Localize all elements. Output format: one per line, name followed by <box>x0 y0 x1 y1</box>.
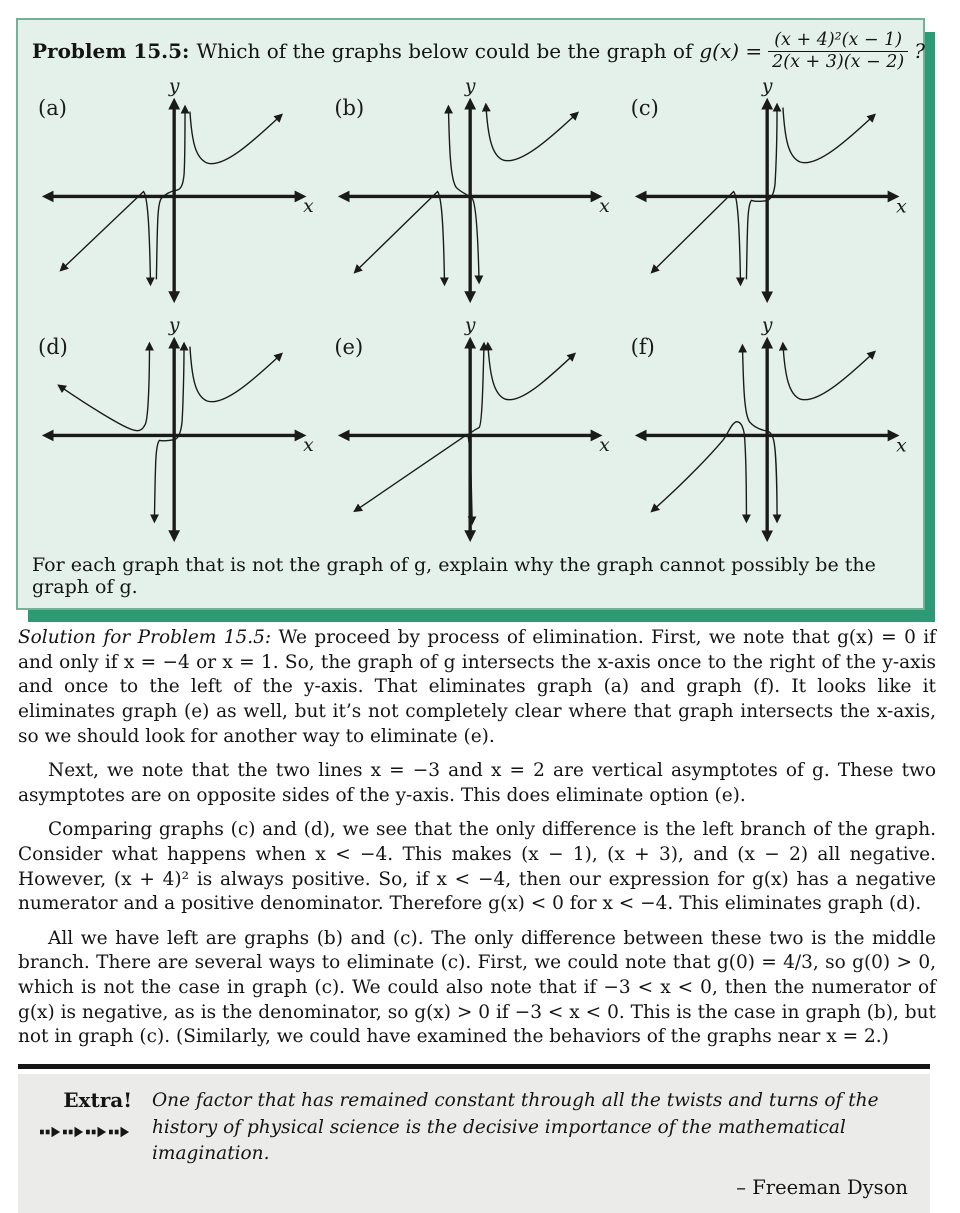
curve-stroke <box>60 345 150 431</box>
problem-box <box>16 18 925 610</box>
curve-stroke <box>746 106 777 280</box>
graph-panel-label: (d) <box>38 335 68 360</box>
curve-stroke <box>471 345 484 433</box>
curve-stroke <box>154 345 184 521</box>
question-mark: ? <box>914 39 925 64</box>
extra-quote: One factor that has remained constant through all the twists and turns of the history of physical science is the decisive importance of the mathematical imagination. <box>152 1089 879 1165</box>
x-axis-label: x <box>895 196 907 218</box>
curve-stroke <box>62 192 151 284</box>
problem-label: Problem 15.5: <box>32 39 190 64</box>
g-lhs: g(x) = <box>699 39 763 64</box>
curve-stroke <box>356 192 445 284</box>
extra-section <box>18 1064 930 1213</box>
y-axis-label: y <box>761 76 773 98</box>
graph-panel-a <box>30 76 318 313</box>
graph-panel-c <box>623 76 911 313</box>
solution-paragraph-2: Next, we note that the two lines x = −3 and x = 2 are vertical asymptotes of g. These two asymptotes are on opposite sides of the y-axis. This does eliminate option (e). <box>18 760 936 806</box>
curve-stroke <box>652 192 740 284</box>
graph-svg <box>326 76 614 313</box>
extra-body <box>152 1088 908 1199</box>
x-axis-label: x <box>599 435 611 457</box>
extra-box <box>18 1074 930 1213</box>
curve-stroke <box>190 347 281 402</box>
horizontal-rule <box>18 1064 930 1069</box>
solution-paragraph-1 <box>18 626 936 749</box>
curve-stroke <box>783 345 874 400</box>
graph-panel-label: (b) <box>334 96 365 121</box>
solution-p1-text: We proceed by process of elimination. First, we note that g(x) = 0 if and only if x = −4 or x = 1. So, the graph of g intersects the x-axis once to the right of the y-axis and once to the left of the y-axis. That eliminates graph (a) and graph (f). It looks like it eliminates graph (e) as well, but it’s not completely clear where that graph intersects the x-axis, so we should look for another way to eliminate (e). <box>18 627 936 747</box>
solution-paragraph-3: Comparing graphs (c) and (d), we see that the only difference is the left branch of the graph. Consider what happens when x < −4. This makes (x − 1), (x + 3), and (x − 2) all negative. However, (x + 4)² is always positive. So, if x < −4, then our expression for g(x) has a negative numerator and a positive denominator. Therefore g(x) < 0 for x < −4. This eliminates graph (d). <box>18 819 936 915</box>
curve-stroke <box>356 435 473 523</box>
y-axis-label: y <box>168 315 180 337</box>
graphs-grid <box>30 76 911 552</box>
x-axis-label: x <box>895 435 907 457</box>
graph-panel-label: (c) <box>630 96 659 121</box>
fraction <box>768 30 908 72</box>
curve-stroke <box>190 112 281 164</box>
graph-svg <box>30 76 318 313</box>
problem-title <box>30 28 925 72</box>
curve-stroke <box>156 108 185 280</box>
quad-arrow-icon <box>40 1124 132 1144</box>
graph-svg <box>30 315 318 552</box>
g-expression <box>699 30 925 72</box>
fraction-numerator: (x + 4)²(x − 1) <box>774 30 903 50</box>
graph-panel-e <box>326 315 614 552</box>
x-axis-label: x <box>303 196 314 218</box>
graph-panel-f <box>623 315 911 552</box>
graph-panel-label: (f) <box>630 335 655 360</box>
extra-left-column <box>40 1088 132 1199</box>
problem-question: Which of the graphs below could be the graph of <box>196 39 693 64</box>
curve-stroke <box>488 345 574 400</box>
extra-attribution: – Freeman Dyson <box>736 1176 908 1200</box>
x-axis-label: x <box>599 196 611 218</box>
y-axis-label: y <box>465 76 476 98</box>
graph-panel-b <box>326 76 614 313</box>
graph-panel-d <box>30 315 318 552</box>
problem-footer: For each graph that is not the graph of g, explain why the graph cannot possibly be the graph of g. <box>32 554 876 599</box>
y-axis-label: y <box>465 315 476 337</box>
curve-stroke <box>742 347 777 521</box>
curve-stroke <box>783 108 874 163</box>
solution-lead: Solution for Problem 15.5: <box>18 627 272 649</box>
curve-stroke <box>486 106 577 161</box>
y-axis-label: y <box>761 315 773 337</box>
graph-svg <box>326 315 614 552</box>
y-axis-label: y <box>168 76 180 98</box>
graph-svg <box>623 315 911 552</box>
graph-panel-label: (a) <box>38 96 67 121</box>
graph-panel-label: (e) <box>334 335 364 360</box>
solution-section <box>18 626 936 1050</box>
solution-paragraph-4: All we have left are graphs (b) and (c). The only difference between these two is the middle branch. There are several ways to eliminate (c). First, we could note that g(0) = 4/3, so g(0) > 0, which is not the case in graph (c). We could also note that if −3 < x < 0, then the numerator of g(x) is negative, as is the denominator, so g(x) > 0 if −3 < x < 0. This is the case in graph (b), but not in graph (c). (Similarly, we could have examined the behaviors of the graphs near x = 2.) <box>18 927 936 1048</box>
curve-stroke <box>449 108 480 282</box>
extra-label: Extra! <box>63 1087 132 1112</box>
x-axis-label: x <box>303 435 314 457</box>
quad-arrow-svg <box>40 1124 132 1140</box>
graph-svg <box>623 76 911 313</box>
fraction-denominator: 2(x + 3)(x − 2) <box>768 51 908 73</box>
